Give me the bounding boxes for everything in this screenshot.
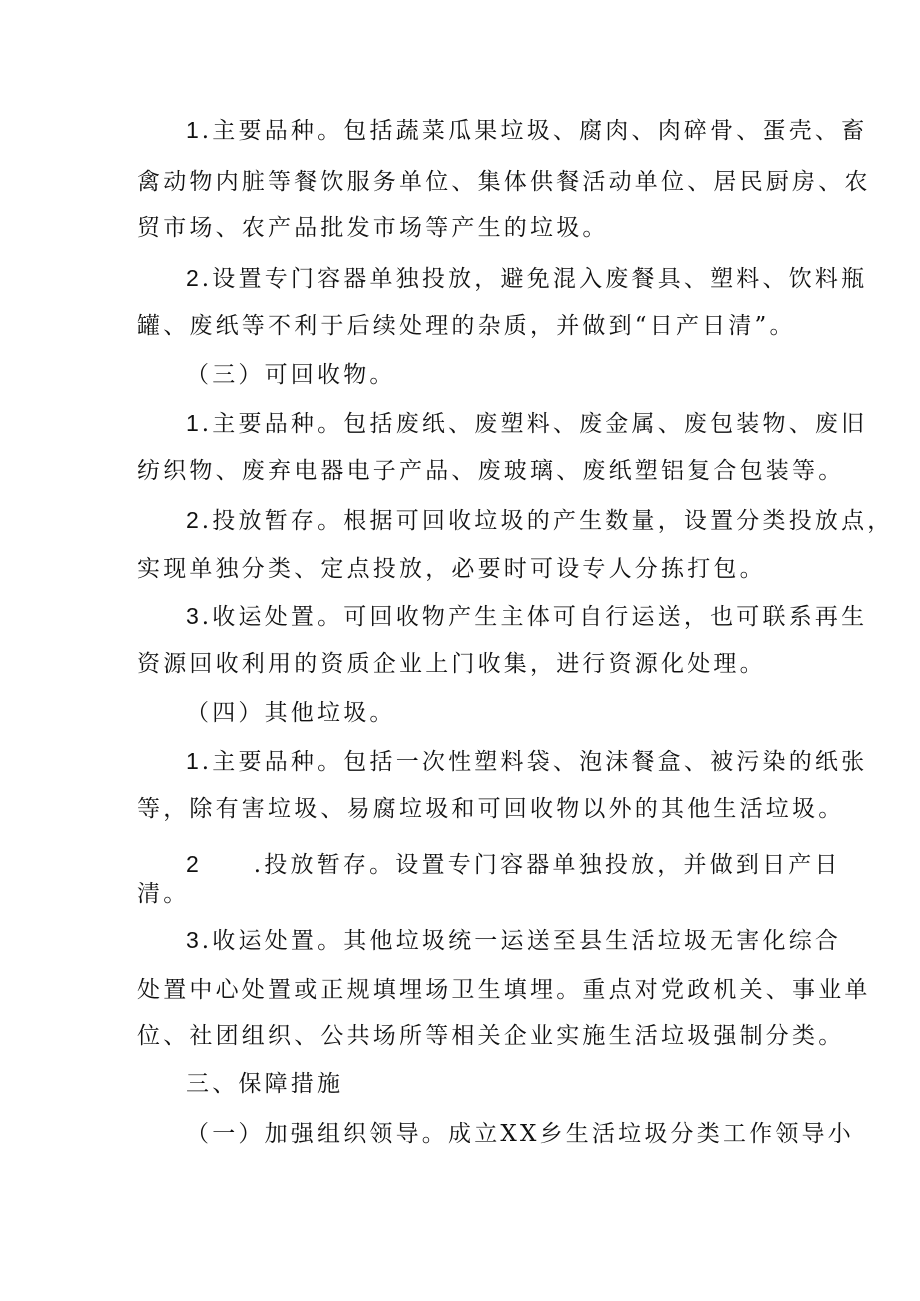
- text-line: 实现单独分类、定点投放，必要时可设专人分拣打包。: [137, 556, 766, 582]
- text-line: [186, 747, 867, 776]
- text-line: [186, 264, 867, 293]
- item-number: 3: [186, 603, 199, 629]
- text-line: [186, 926, 841, 955]
- text-line: 罐、废纸等不利于后续处理的杂质，并做到“日产日清”。: [137, 313, 796, 339]
- text-content: .收运处置。其他垃圾统一运送至县生活垃圾无害化综合: [201, 928, 842, 954]
- text-line: 资源回收利用的资质企业上门收集，进行资源化处理。: [137, 651, 766, 677]
- item-number: 1: [186, 410, 199, 436]
- text-content: .收运处置。可回收物产生主体可自行运送，也可联系再生: [201, 604, 868, 630]
- text-line: （一）加强组织领导。成立XX乡生活垃圾分类工作领导小: [186, 1121, 854, 1147]
- text-content: .设置专门容器单独投放，避免混入废餐具、塑料、饮料瓶: [201, 266, 868, 292]
- text-line: 等，除有害垃圾、易腐垃圾和可回收物以外的其他生活垃圾。: [137, 796, 845, 822]
- text-line: [186, 850, 841, 879]
- item-number: 2: [186, 507, 199, 533]
- text-line: [186, 116, 867, 145]
- text-content: .主要品种。包括废纸、废塑料、废金属、废包装物、废旧: [201, 411, 868, 437]
- item-number: 2: [186, 265, 199, 291]
- text-content: .主要品种。包括一次性塑料袋、泡沫餐盒、被污染的纸张: [201, 749, 868, 775]
- text-line: [186, 602, 867, 631]
- text-content: .主要品种。包括蔬菜瓜果垃圾、腐肉、肉碎骨、蛋壳、畜: [201, 118, 868, 144]
- text-line: 禽动物内脏等餐饮服务单位、集体供餐活动单位、居民厨房、农: [137, 169, 871, 195]
- item-number: 2: [186, 851, 199, 877]
- text-line: [186, 506, 894, 535]
- item-number: 1: [186, 748, 199, 774]
- text-line: 位、社团组织、公共场所等相关企业实施生活垃圾强制分类。: [137, 1023, 845, 1049]
- item-number: 1: [186, 117, 199, 143]
- text-content: .投放暂存。设置专门容器单独投放，并做到日产日: [253, 852, 841, 878]
- text-line: 纺织物、废弃电器电子产品、废玻璃、废纸塑铝复合包装等。: [137, 458, 845, 484]
- text-line: 处置中心处置或正规填埋场卫生填埋。重点对党政机关、事业单: [137, 977, 871, 1003]
- section-heading: （三）可回收物。: [186, 362, 396, 388]
- text-content: .投放暂存。根据可回收垃圾的产生数量，设置分类投放点，: [201, 508, 894, 534]
- text-line: 贸市场、农产品批发市场等产生的垃圾。: [137, 215, 609, 241]
- chapter-heading: 三、保障措施: [186, 1071, 344, 1097]
- item-number: 3: [186, 927, 199, 953]
- text-line: 清。: [137, 881, 190, 907]
- section-heading: （四）其他垃圾。: [186, 700, 396, 726]
- text-line: [186, 409, 867, 438]
